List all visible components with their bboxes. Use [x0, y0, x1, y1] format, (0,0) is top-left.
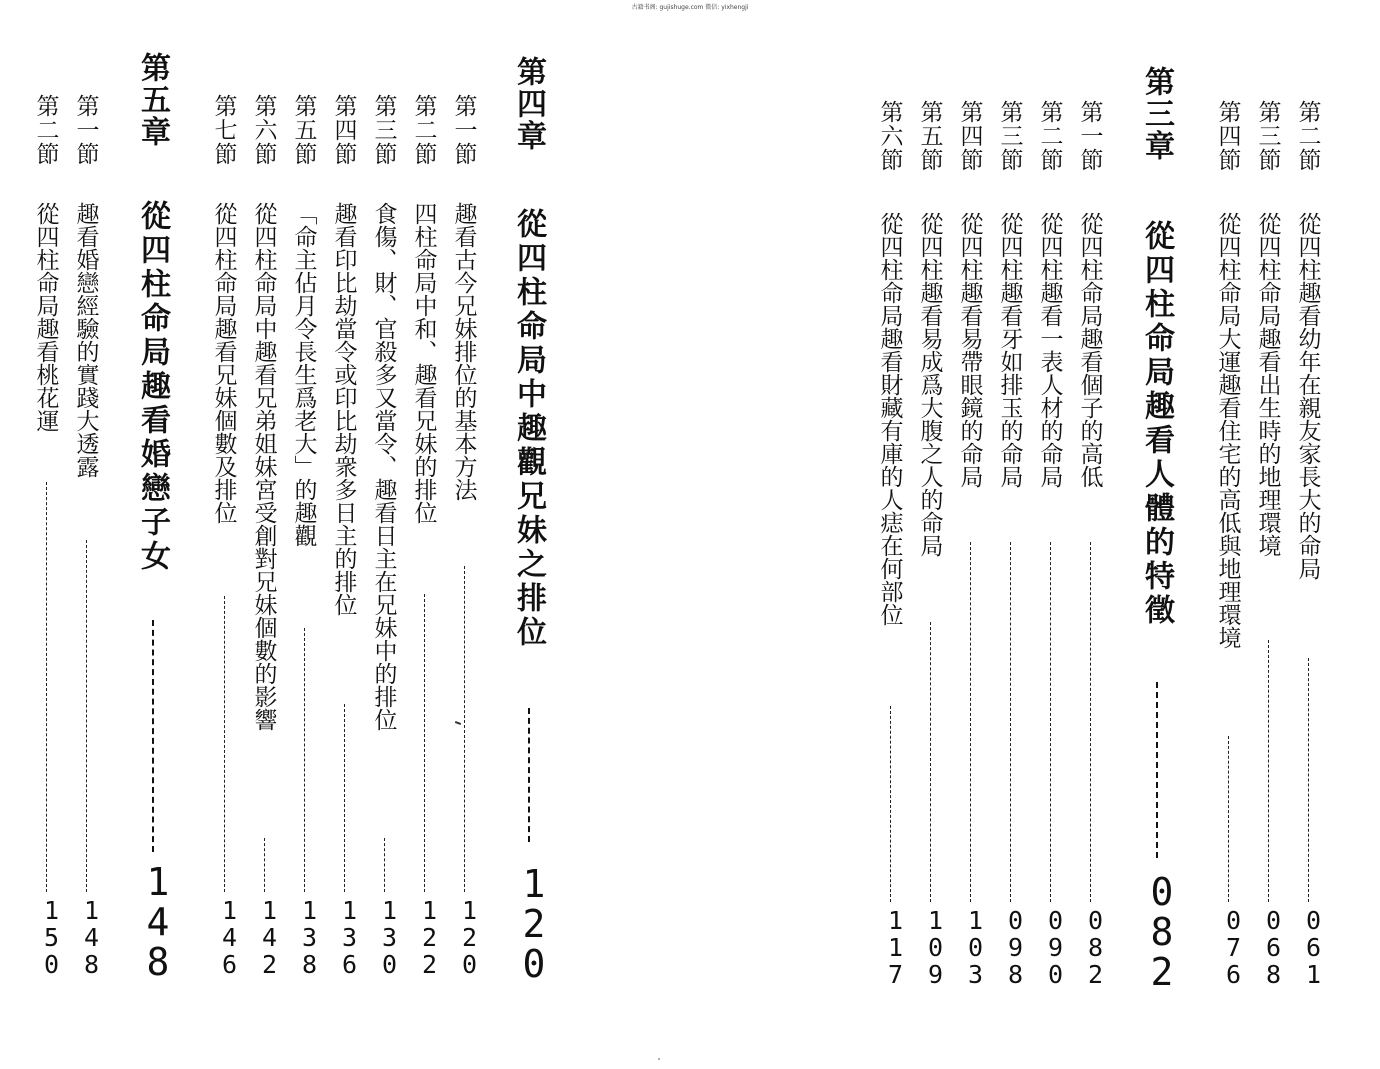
- chapter-entry: [500, 0, 556, 1069]
- dotted-leader: [304, 628, 305, 892]
- section-label: 第七節: [210, 94, 237, 166]
- section-page-number: 076: [1219, 906, 1248, 987]
- dotted-leader: [86, 540, 87, 892]
- section-entry: [66, 0, 106, 1069]
- section-title: 從四柱趣看幼年在親友家長大的命局: [1294, 212, 1321, 580]
- chapter-label: 第四章: [511, 56, 546, 152]
- section-title: 趣看婚戀經驗的實踐大透露: [72, 202, 99, 478]
- dotted-leader: [1156, 682, 1158, 858]
- section-label: 第二節: [32, 94, 59, 166]
- section-label: 第一節: [450, 94, 477, 166]
- section-label: 第一節: [72, 94, 99, 166]
- section-page-number: 068: [1259, 906, 1288, 987]
- section-page-number: 120: [455, 896, 484, 977]
- section-entry: [404, 0, 444, 1069]
- section-title: 趣看古今兄妹排位的基本方法: [450, 202, 477, 501]
- chapter-label: 第三章: [1139, 66, 1174, 162]
- dotted-leader: [1050, 542, 1051, 902]
- dotted-leader: [930, 622, 931, 902]
- section-label: 第四節: [330, 94, 357, 166]
- dotted-leader: [46, 482, 47, 892]
- chapter-title: 從四柱命局趣看婚戀子女: [135, 200, 170, 574]
- section-entry: [1208, 0, 1248, 1069]
- section-page-number: 090: [1041, 906, 1070, 987]
- section-entry: [1288, 0, 1328, 1069]
- section-label: 第二節: [1294, 100, 1321, 172]
- dotted-leader: [1228, 736, 1229, 902]
- section-entry: [870, 0, 910, 1069]
- section-page-number: 061: [1299, 906, 1328, 987]
- page-header-watermark: 古籍书阁: gujishuge.com 微信: yixhengji: [631, 4, 749, 11]
- section-title: 四柱命局中和、趣看兄妹的排位: [410, 202, 437, 524]
- section-page-number: 117: [881, 906, 910, 987]
- section-entry: [364, 0, 404, 1069]
- dotted-leader: [890, 706, 891, 902]
- section-entry: [324, 0, 364, 1069]
- section-entry: [1248, 0, 1288, 1069]
- section-entry: [244, 0, 284, 1069]
- chapter-label: 第五章: [135, 52, 170, 148]
- section-page-number: 142: [255, 896, 284, 977]
- section-page-number: 138: [295, 896, 324, 977]
- section-page-number: 109: [921, 906, 950, 987]
- dotted-leader: [1308, 658, 1309, 902]
- section-title: 從四柱趣看一表人材的命局: [1036, 212, 1063, 488]
- section-title: 從四柱命局趣看個子的高低: [1076, 212, 1103, 488]
- section-title: 從四柱趣看易成爲大腹之人的命局: [916, 212, 943, 557]
- section-label: 第四節: [956, 100, 983, 172]
- section-page-number: 150: [37, 896, 66, 977]
- section-page-number: 130: [375, 896, 404, 977]
- section-label: 第一節: [1076, 100, 1103, 172]
- section-page-number: 146: [215, 896, 244, 977]
- section-page-number: 103: [961, 906, 990, 987]
- dotted-leader: [424, 594, 425, 892]
- chapter-title: 從四柱命局趣看人體的特徵: [1139, 220, 1174, 628]
- dotted-leader: [1010, 542, 1011, 902]
- section-label: 第五節: [290, 94, 317, 166]
- section-label: 第五節: [916, 100, 943, 172]
- dotted-leader: [528, 708, 530, 842]
- chapter-page-number: 120: [512, 862, 556, 982]
- dotted-leader: [970, 542, 971, 902]
- section-label: 第六節: [876, 100, 903, 172]
- section-title: 從四柱命局趣看財藏有庫的人痣在何部位: [876, 212, 903, 626]
- dotted-leader: [1090, 542, 1091, 902]
- section-entry: [1070, 0, 1110, 1069]
- chapter-title: 從四柱命局中趣觀兄妹之排位: [511, 208, 546, 650]
- section-page-number: 148: [77, 896, 106, 977]
- dotted-leader: [152, 620, 154, 852]
- section-label: 第二節: [1036, 100, 1063, 172]
- dotted-leader: [1268, 640, 1269, 902]
- section-entry: [444, 0, 484, 1069]
- section-page-number: 082: [1081, 906, 1110, 987]
- chapter-entry: [124, 0, 180, 1069]
- section-title: 從四柱命局中趣看兄弟姐妹宮受創對兄妹個數的影響: [250, 202, 277, 731]
- section-page-number: 122: [415, 896, 444, 977]
- section-label: 第三節: [1254, 100, 1281, 172]
- dotted-leader: [464, 566, 465, 892]
- section-title: 從四柱命局趣看出生時的地理環境: [1254, 212, 1281, 557]
- section-entry: [1030, 0, 1070, 1069]
- section-title: 從四柱趣看易帶眼鏡的命局: [956, 212, 983, 488]
- section-label: 第六節: [250, 94, 277, 166]
- chapter-page-number: 082: [1140, 870, 1184, 990]
- chapter-page-number: 148: [136, 860, 180, 980]
- section-title: 從四柱命局趣看桃花運: [32, 202, 59, 432]
- section-label: 第三節: [996, 100, 1023, 172]
- section-entry: [950, 0, 990, 1069]
- dotted-leader: [264, 838, 265, 892]
- section-entry: [26, 0, 66, 1069]
- section-title: 「命主佔月令長生爲老大」的趣觀: [290, 202, 317, 547]
- section-label: 第二節: [410, 94, 437, 166]
- section-entry: [284, 0, 324, 1069]
- gutter-mark: [658, 1058, 660, 1060]
- section-entry: [204, 0, 244, 1069]
- section-page-number: 098: [1001, 906, 1030, 987]
- section-entry: [910, 0, 950, 1069]
- section-title: 從四柱命局大運趣看住宅的高低與地理環境: [1214, 212, 1241, 649]
- dotted-leader: [344, 704, 345, 892]
- section-label: 第三節: [370, 94, 397, 166]
- section-title: 趣看印比劫當令或印比劫衆多日主的排位: [330, 202, 357, 616]
- section-entry: [990, 0, 1030, 1069]
- section-title: 食傷、財、官殺多又當令、趣看日主在兄妹中的排位: [370, 202, 397, 731]
- section-label: 第四節: [1214, 100, 1241, 172]
- dotted-leader: [384, 838, 385, 892]
- chapter-entry: [1128, 0, 1184, 1069]
- dotted-leader: [224, 596, 225, 892]
- section-title: 從四柱趣看牙如排玉的命局: [996, 212, 1023, 488]
- section-page-number: 136: [335, 896, 364, 977]
- section-title: 從四柱命局趣看兄妹個數及排位: [210, 202, 237, 524]
